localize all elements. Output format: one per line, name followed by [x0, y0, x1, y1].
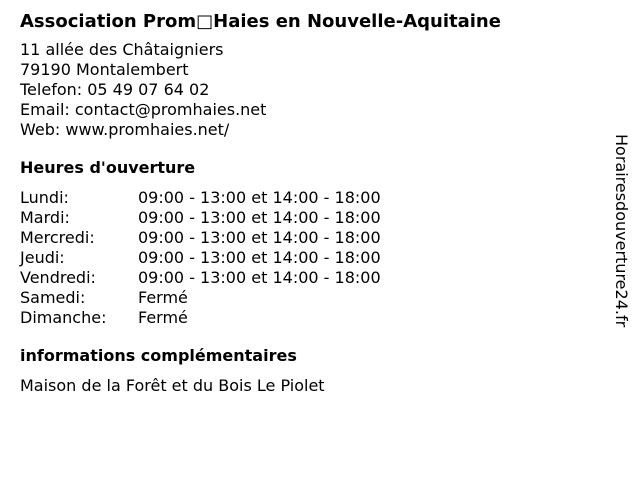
- additional-info-text: Maison de la Forêt et du Bois Le Piolet: [20, 376, 325, 395]
- business-card: [20, 10, 600, 396]
- day-label: Vendredi:: [20, 268, 96, 287]
- postal-city: 79190 Montalembert: [20, 60, 189, 79]
- website: Web: www.promhaies.net/: [20, 120, 230, 139]
- day-label: Jeudi:: [20, 248, 65, 267]
- street-address: 11 allée des Châtaigniers: [20, 40, 224, 59]
- day-label: Mardi:: [20, 208, 70, 227]
- hours-row-vendredi: [20, 268, 600, 288]
- hours-row-samedi: [20, 288, 600, 308]
- phone-number: Telefon: 05 49 07 64 02: [20, 80, 210, 99]
- hours-row-lundi: [20, 188, 600, 208]
- site-watermark: Horairesdouverture24.fr: [612, 134, 631, 328]
- hours-row-mercredi: [20, 228, 600, 248]
- day-hours: 09:00 - 13:00 et 14:00 - 18:00: [138, 268, 381, 287]
- day-hours: Fermé: [138, 308, 188, 327]
- contact-block: [20, 40, 600, 140]
- hours-row-jeudi: [20, 248, 600, 268]
- day-label: Mercredi:: [20, 228, 95, 247]
- day-label: Dimanche:: [20, 308, 107, 327]
- day-label: Lundi:: [20, 188, 69, 207]
- additional-info-heading: informations complémentaires: [20, 346, 297, 365]
- email-address: Email: contact@promhaies.net: [20, 100, 267, 119]
- opening-hours-heading: Heures d'ouverture: [20, 158, 196, 177]
- hours-row-dimanche: [20, 308, 600, 328]
- day-hours: 09:00 - 13:00 et 14:00 - 18:00: [138, 188, 381, 207]
- day-hours: Fermé: [138, 288, 188, 307]
- day-hours: 09:00 - 13:00 et 14:00 - 18:00: [138, 208, 381, 227]
- day-hours: 09:00 - 13:00 et 14:00 - 18:00: [138, 248, 381, 267]
- day-label: Samedi:: [20, 288, 86, 307]
- day-hours: 09:00 - 13:00 et 14:00 - 18:00: [138, 228, 381, 247]
- business-name: Association Prom□Haies en Nouvelle-Aquitaine: [20, 11, 501, 32]
- hours-row-mardi: [20, 208, 600, 228]
- opening-hours-table: [20, 188, 600, 328]
